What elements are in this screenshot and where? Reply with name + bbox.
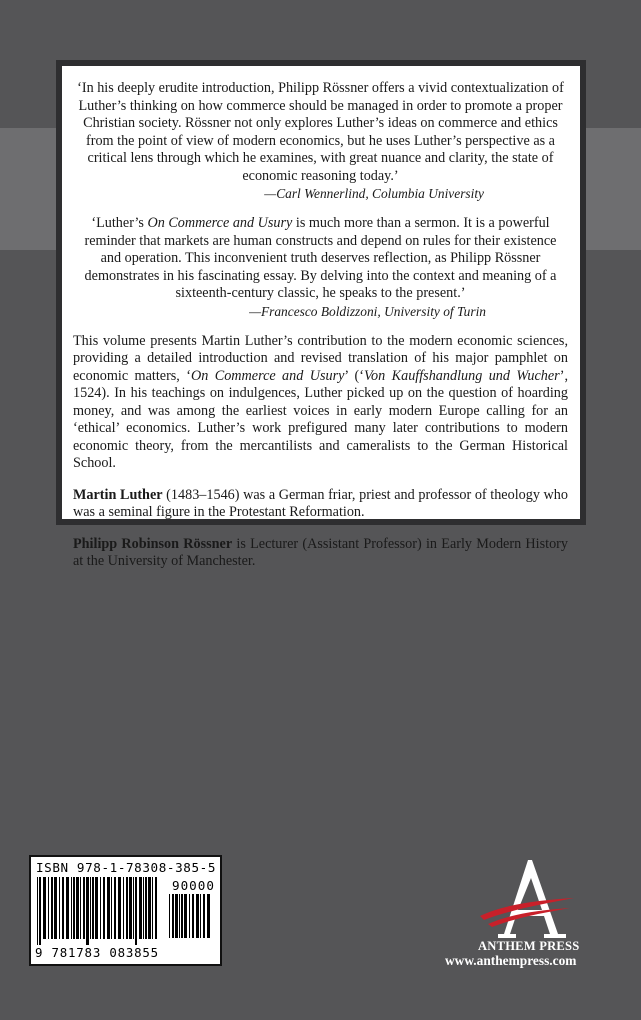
book-description-part2: ’ (‘ [344, 367, 364, 384]
author-name-luther: Martin Luther [73, 486, 163, 503]
author-name-rossner: Philipp Robinson Rössner [73, 535, 233, 552]
anthem-press-logo [470, 856, 582, 940]
blurb-panel [56, 60, 586, 569]
review-quote-2 [73, 215, 568, 320]
review-quote-2-text-before: ‘Luther’s [91, 215, 148, 231]
publisher-name: ANTHEM PRESS [478, 939, 580, 953]
isbn-label: ISBN 978-1-78308-385-5 [36, 860, 217, 875]
review-quote-1 [73, 80, 568, 202]
book-title-english: On Commerce and Usury [190, 367, 345, 384]
barcode [29, 855, 222, 966]
review-quote-1-text: ‘In his deeply erudite introduction, Philipp Rössner offers a vivid contextualization of Luther’s thinking on how commerce should be managed in order to promote a proper Christian society. Rössner not only explores Luther’s ideas on commerce and ethics from the point of view of modern economics, but he uses Luther’s perspective as a critical lens through which he examines, with great nuance and clarity, the state of economic reasoning today.’ [77, 80, 564, 184]
blurb-panel-inner [62, 66, 580, 569]
barcode-bars [37, 877, 161, 945]
author-bio-rossner [73, 536, 568, 571]
review-quote-2-text-after: is much more than a sermon. It is a powerful reminder that markets are human constructs and depend on rules for their existence and operation. This inconvenient truth deserves reflection, as Philipp Rössner demonstrates in his fascinating essay. By delving into the context and meaning of a sixteenth-century classic, he speaks to the present.’ [84, 215, 557, 301]
author-bio-rossner-text: is Lecturer (Assistant Professor) in Early Modern History at the University of Manchester. [73, 535, 568, 569]
review-quote-2-attribution: —Francesco Boldizzoni, University of Turin [249, 303, 486, 319]
review-quote-2-book-title: On Commerce and Usury [147, 215, 293, 231]
author-bio-luther [73, 487, 568, 522]
price-code: 90000 [172, 878, 215, 893]
barcode-addon-bars [169, 894, 213, 944]
ean-digits: 9 781783 083855 [35, 945, 159, 960]
book-description [73, 333, 568, 473]
review-quote-1-attribution: —Carl Wennerlind, Columbia University [264, 186, 484, 201]
book-description-part1: This volume presents Martin Luther’s contribution to the modern economic sciences, providing a detailed introduction and revised translation of his major pamphlet on economic matters, ‘ [73, 332, 568, 384]
book-title-german: Von Kauffshandlung und Wucher [363, 367, 560, 384]
book-description-part3: ’, 1524). In his teachings on indulgences, Luther picked up on the question of hoarding money, and was among the earliest voices in early modern Europe calling for an ‘ethical’ economics. Luther’s work prefigured many later contributions to modern economic theory, from the mercantilists and cameralists to the German Historical School. [73, 367, 568, 471]
publisher-website: www.anthempress.com [445, 953, 577, 968]
author-bio-luther-text: (1483–1546) was a German friar, priest and professor of theology who was a seminal figure in the Protestant Reformation. [73, 486, 568, 520]
